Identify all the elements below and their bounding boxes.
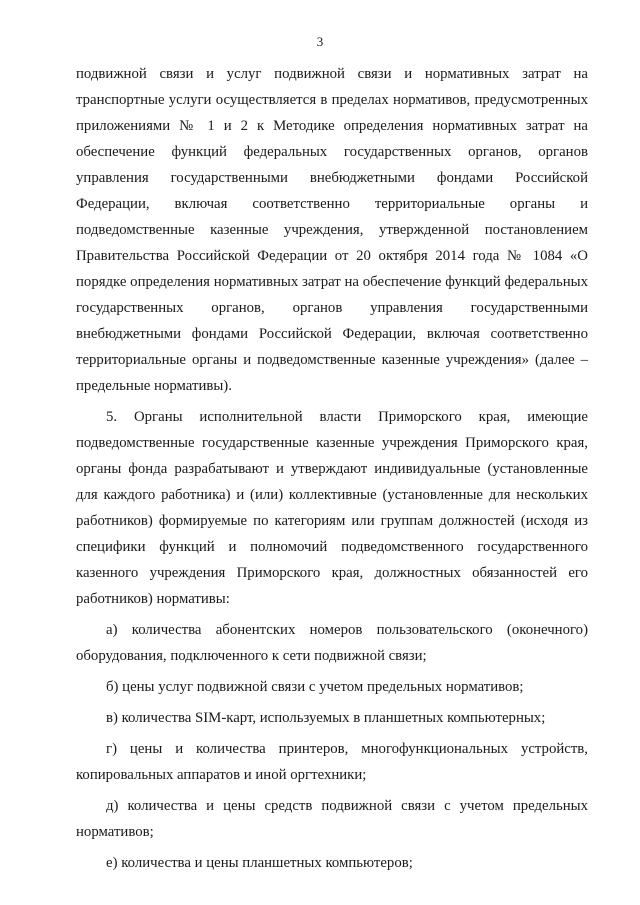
subitem-a: а) количества абонентских номеров пользовательского (оконечного) оборудования, подключенного к сети подвижной связи; [76,622,588,664]
subitem-d: д) количества и цены средств подвижной связи с учетом предельных нормативов; [76,798,588,840]
subitem-g: г) цены и количества принтеров, многофункциональных устройств, копировальных аппаратов и иной оргтехники; [76,741,588,783]
subitem-e: е) количества и цены планшетных компьютеров; [106,855,413,871]
subitem-v: в) количества SIM-карт, используемых в планшетных компьютерных; [106,710,546,726]
subitem-b: б) цены услуг подвижной связи с учетом предельных нормативов; [106,679,524,695]
paragraph-item-5: 5. Органы исполнительной власти Приморского края, имеющие подведомственные государственные казенные учреждения Приморского края, органы фонда разрабатывают и утверждают индивидуальные (установленные для каждого работника) и (или) коллективные (установленные для нескольких работников) формируемые по категориям или группам должностей (исходя из специфики функций и полномочий подведомственного государственного казенного учреждения Приморского края, должностных обязанностей его работников) нормативы: [76,409,588,607]
document-body [76,61,588,876]
paragraph-continuation: подвижной связи и услуг подвижной связи и нормативных затрат на транспортные услуги осуществляется в пределах нормативов, предусмотренных приложениями № 1 и 2 к Методике определения нормативных затрат на обеспечение функций федеральных государственных органов, органов управления государственными внебюджетными фондами Российской Федерации, включая соответственно территориальные органы и подведомственные казенные учреждения, утвержденной постановлением Правительства Российской Федерации от 20 октября 2014 года № 1084 «О порядке определения нормативных затрат на обеспечение функций федеральных государственных органов, органов управления государственными внебюджетными фондами Российской Федерации, включая соответственно территориальные органы и подведомственные казенные учреждения» (далее – предельные нормативы). [76,66,588,394]
page-number: 3 [316,34,324,49]
